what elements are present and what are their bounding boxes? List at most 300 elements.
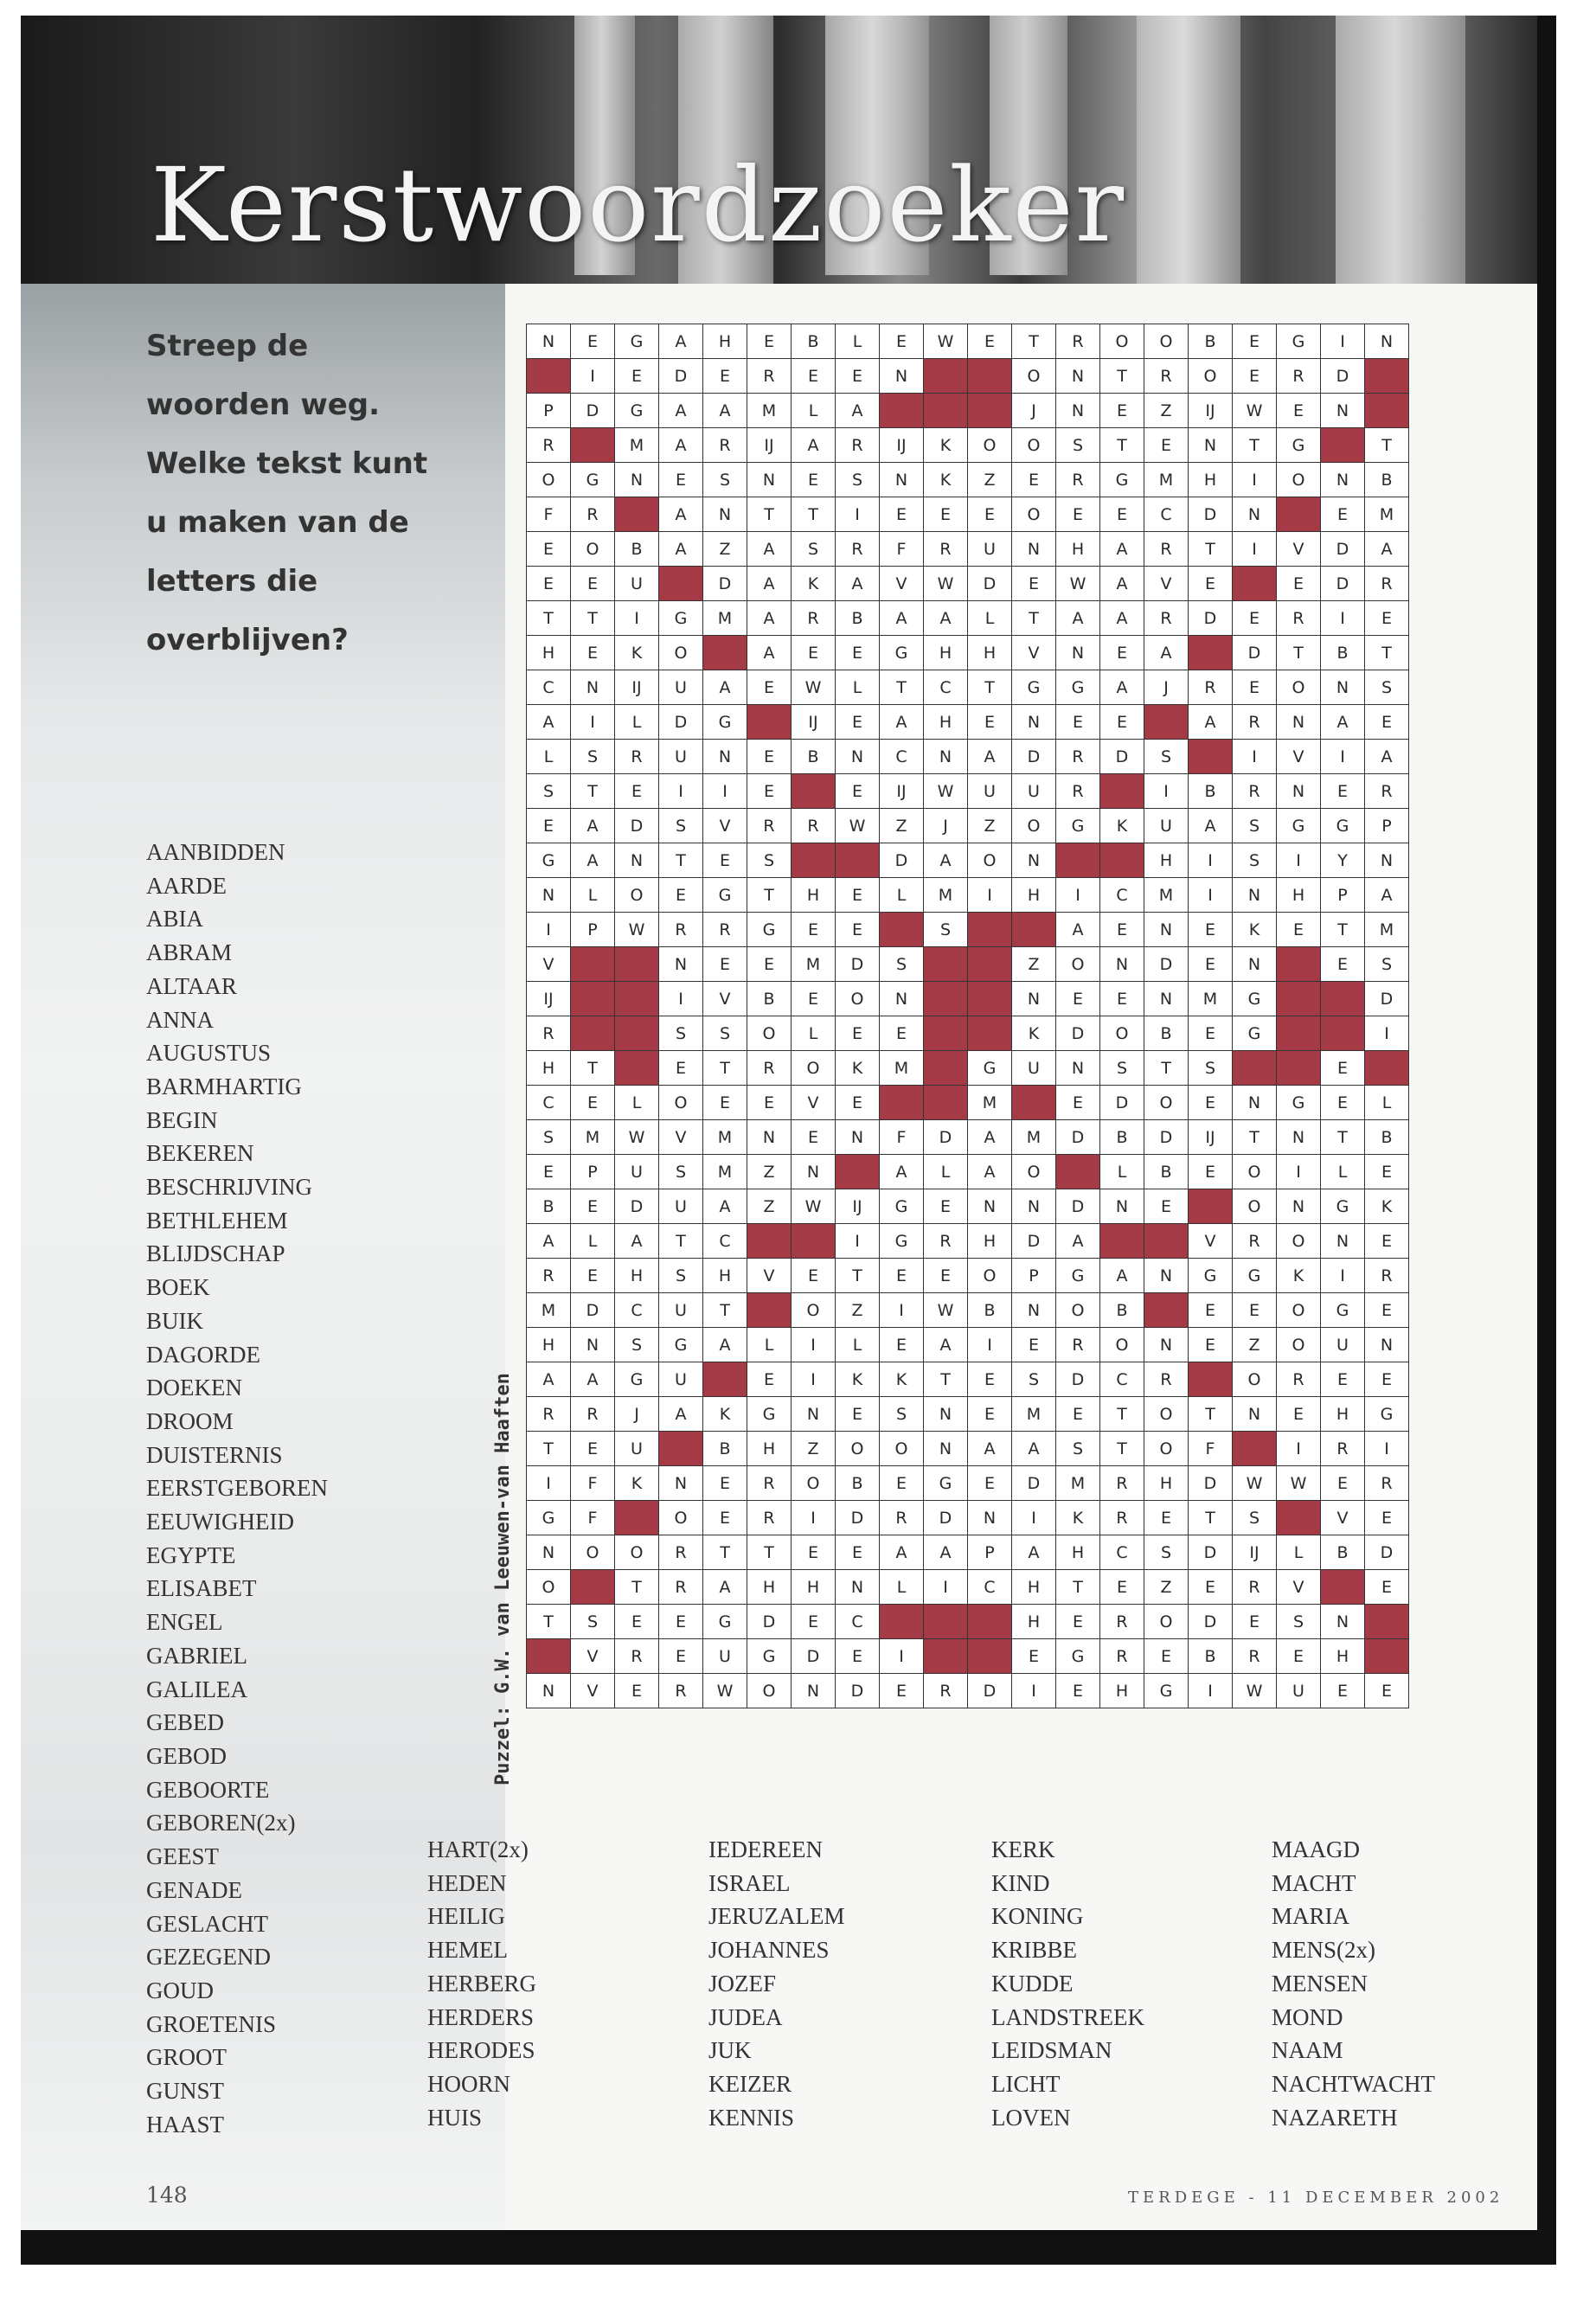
grid-cell: K — [1365, 1189, 1409, 1224]
grid-cell: O — [1277, 670, 1321, 705]
grid-cell: S — [571, 740, 615, 774]
grid-cell: O — [1012, 809, 1056, 843]
grid-cell: N — [1365, 1328, 1409, 1362]
grid-cell: G — [747, 1639, 792, 1674]
grid-cell: G — [615, 394, 659, 428]
grid-cell: A — [659, 428, 703, 463]
grid-cell: E — [1100, 705, 1144, 740]
grid-cell: E — [880, 1328, 924, 1362]
grid-shaded-cell — [747, 1224, 792, 1259]
grid-shaded-cell — [924, 1016, 968, 1051]
grid-cell: D — [1189, 1466, 1233, 1501]
word-list-item: ENGEL — [146, 1609, 223, 1636]
grid-cell: O — [836, 1432, 880, 1466]
word-list-item: NAZARETH — [1272, 2104, 1398, 2131]
grid-cell: C — [836, 1605, 880, 1639]
grid-cell: W — [1233, 1674, 1277, 1708]
grid-cell: E — [792, 359, 836, 394]
grid-cell: O — [1056, 1293, 1100, 1328]
word-list-item: GROOT — [146, 2044, 227, 2071]
grid-cell: T — [792, 497, 836, 532]
grid-cell: E — [836, 878, 880, 913]
grid-cell: I — [571, 359, 615, 394]
grid-cell: D — [1056, 1189, 1100, 1224]
grid-cell: O — [792, 1051, 836, 1086]
grid-cell: M — [1056, 1466, 1100, 1501]
word-list-column-1 — [146, 836, 328, 2141]
grid-cell: D — [659, 705, 703, 740]
grid-cell: O — [1100, 1016, 1144, 1051]
grid-cell: S — [1365, 947, 1409, 982]
grid-cell: U — [615, 1155, 659, 1189]
grid-cell: B — [1100, 1120, 1144, 1155]
grid-cell: N — [1012, 1189, 1056, 1224]
grid-cell: E — [659, 463, 703, 497]
grid-cell: B — [1189, 324, 1233, 359]
grid-cell: E — [1365, 1362, 1409, 1397]
grid-cell: E — [1189, 567, 1233, 601]
grid-cell: S — [1189, 1051, 1233, 1086]
word-list-item: AARDE — [146, 872, 227, 899]
grid-cell: D — [1144, 1120, 1189, 1155]
grid-shaded-cell — [571, 1570, 615, 1605]
word-list-item: BLIJDSCHAP — [146, 1240, 285, 1267]
grid-cell: R — [703, 428, 747, 463]
grid-cell: N — [880, 982, 924, 1016]
grid-shaded-cell — [880, 394, 924, 428]
grid-cell: G — [747, 913, 792, 947]
grid-cell: V — [880, 567, 924, 601]
grid-shaded-cell — [836, 843, 880, 878]
grid-cell: D — [1144, 947, 1189, 982]
grid-cell: G — [703, 1605, 747, 1639]
grid-cell: M — [880, 1051, 924, 1086]
grid-cell: S — [703, 1016, 747, 1051]
grid-cell: IJ — [1189, 1120, 1233, 1155]
grid-cell: N — [792, 1155, 836, 1189]
grid-cell: B — [1365, 463, 1409, 497]
grid-cell: A — [747, 636, 792, 670]
word-list-item: GESLACHT — [146, 1910, 268, 1937]
grid-cell: E — [1056, 1086, 1100, 1120]
grid-cell: G — [1321, 1293, 1365, 1328]
grid-cell: O — [571, 532, 615, 567]
grid-cell: A — [1056, 601, 1100, 636]
grid-cell: E — [1277, 1397, 1321, 1432]
grid-cell: T — [880, 670, 924, 705]
grid-cell: D — [968, 567, 1012, 601]
grid-cell: E — [1365, 601, 1409, 636]
grid-cell: N — [615, 463, 659, 497]
grid-cell: N — [527, 878, 571, 913]
grid-cell: Z — [836, 1293, 880, 1328]
grid-cell: S — [659, 809, 703, 843]
grid-cell: E — [1365, 1570, 1409, 1605]
grid-cell: G — [1144, 1674, 1189, 1708]
grid-cell: S — [659, 1155, 703, 1189]
grid-cell: Z — [880, 809, 924, 843]
grid-cell: N — [792, 1674, 836, 1708]
grid-shaded-cell — [1012, 1086, 1056, 1120]
grid-cell: H — [1012, 878, 1056, 913]
grid-cell: R — [924, 1674, 968, 1708]
grid-shaded-cell — [924, 359, 968, 394]
grid-cell: I — [703, 774, 747, 809]
grid-shaded-cell — [527, 359, 571, 394]
grid-cell: A — [1189, 705, 1233, 740]
grid-cell: I — [1321, 1259, 1365, 1293]
grid-cell: C — [703, 1224, 747, 1259]
grid-cell: A — [968, 1432, 1012, 1466]
grid-cell: N — [1189, 428, 1233, 463]
grid-cell: E — [836, 1016, 880, 1051]
grid-cell: E — [703, 1466, 747, 1501]
grid-cell: I — [1277, 1155, 1321, 1189]
grid-cell: R — [1277, 1362, 1321, 1397]
grid-cell: G — [1056, 670, 1100, 705]
grid-cell: E — [1012, 567, 1056, 601]
grid-cell: E — [1233, 359, 1277, 394]
grid-cell: E — [659, 878, 703, 913]
grid-cell: O — [1277, 463, 1321, 497]
grid-cell: O — [1144, 324, 1189, 359]
grid-shaded-cell — [1144, 1224, 1189, 1259]
grid-cell: I — [659, 774, 703, 809]
word-list-item: MAAGD — [1272, 1836, 1361, 1862]
grid-cell: V — [792, 1086, 836, 1120]
grid-cell: U — [1277, 1674, 1321, 1708]
grid-cell: E — [1233, 601, 1277, 636]
grid-cell: W — [792, 1189, 836, 1224]
word-list-item: GEZEGEND — [146, 1944, 271, 1971]
grid-cell: D — [571, 394, 615, 428]
word-list-item: ABRAM — [146, 939, 233, 966]
grid-cell: O — [1144, 1397, 1189, 1432]
grid-cell: N — [1321, 394, 1365, 428]
grid-cell: A — [836, 394, 880, 428]
grid-cell: T — [527, 601, 571, 636]
grid-cell: T — [571, 774, 615, 809]
word-list-item: KONING — [991, 1903, 1084, 1930]
grid-cell: A — [924, 1328, 968, 1362]
grid-cell: D — [880, 843, 924, 878]
grid-cell: H — [1056, 532, 1100, 567]
grid-cell: K — [924, 463, 968, 497]
grid-cell: E — [836, 1397, 880, 1432]
grid-cell: E — [836, 705, 880, 740]
grid-shaded-cell — [571, 1016, 615, 1051]
grid-cell: J — [1012, 394, 1056, 428]
grid-cell: B — [1189, 1639, 1233, 1674]
grid-cell: R — [1144, 532, 1189, 567]
grid-cell: I — [968, 1328, 1012, 1362]
grid-cell: E — [615, 359, 659, 394]
grid-cell: E — [1365, 1293, 1409, 1328]
word-list-item: BARMHARTIG — [146, 1073, 302, 1099]
grid-cell: R — [1056, 774, 1100, 809]
grid-cell: S — [1144, 1535, 1189, 1570]
grid-cell: N — [1144, 982, 1189, 1016]
grid-cell: M — [1189, 982, 1233, 1016]
grid-cell: O — [1233, 1189, 1277, 1224]
grid-cell: L — [527, 740, 571, 774]
grid-cell: T — [1321, 913, 1365, 947]
grid-cell: A — [571, 843, 615, 878]
grid-cell: O — [1012, 497, 1056, 532]
grid-shaded-cell — [924, 1051, 968, 1086]
grid-cell: T — [747, 497, 792, 532]
grid-cell: L — [747, 1328, 792, 1362]
grid-cell: IJ — [1189, 394, 1233, 428]
grid-cell: R — [659, 913, 703, 947]
grid-cell: A — [747, 601, 792, 636]
grid-cell: E — [747, 1362, 792, 1397]
grid-cell: E — [527, 1155, 571, 1189]
grid-cell: T — [747, 878, 792, 913]
grid-cell: A — [968, 740, 1012, 774]
grid-cell: K — [836, 1362, 880, 1397]
grid-cell: G — [880, 1189, 924, 1224]
grid-cell: A — [659, 394, 703, 428]
grid-cell: R — [615, 740, 659, 774]
grid-cell: R — [747, 1466, 792, 1501]
grid-shaded-cell — [1100, 843, 1144, 878]
grid-cell: V — [571, 1639, 615, 1674]
word-list-item: MARIA — [1272, 1903, 1350, 1930]
grid-cell: A — [615, 1224, 659, 1259]
grid-shaded-cell — [615, 1051, 659, 1086]
grid-cell: V — [527, 947, 571, 982]
grid-cell: M — [703, 1155, 747, 1189]
grid-cell: D — [1100, 1086, 1144, 1120]
grid-cell: A — [1100, 670, 1144, 705]
grid-cell: W — [924, 774, 968, 809]
grid-cell: N — [1144, 1328, 1189, 1362]
grid-cell: S — [1012, 1362, 1056, 1397]
grid-shaded-cell — [836, 1155, 880, 1189]
grid-shaded-cell — [1144, 705, 1189, 740]
grid-cell: S — [571, 1605, 615, 1639]
grid-cell: G — [1365, 1397, 1409, 1432]
grid-shaded-cell — [1365, 1605, 1409, 1639]
grid-cell: A — [1321, 705, 1365, 740]
grid-cell: G — [1056, 1639, 1100, 1674]
grid-cell: N — [968, 1501, 1012, 1535]
grid-cell: R — [1056, 740, 1100, 774]
grid-cell: K — [1100, 809, 1144, 843]
grid-cell: G — [1100, 463, 1144, 497]
grid-cell: T — [1012, 601, 1056, 636]
grid-cell: T — [615, 1570, 659, 1605]
grid-shaded-cell — [571, 947, 615, 982]
grid-cell: E — [1189, 913, 1233, 947]
grid-cell: A — [703, 394, 747, 428]
grid-cell: U — [1012, 774, 1056, 809]
grid-cell: E — [1100, 636, 1144, 670]
word-list-item: HEMEL — [427, 1937, 508, 1964]
word-list-item: EGYPTE — [146, 1541, 236, 1568]
grid-cell: E — [880, 1259, 924, 1293]
grid-cell: U — [659, 1362, 703, 1397]
grid-cell: T — [1365, 428, 1409, 463]
grid-cell: W — [615, 1120, 659, 1155]
grid-cell: M — [924, 878, 968, 913]
word-list-item: HART(2x) — [427, 1836, 529, 1862]
grid-shaded-cell — [1321, 1016, 1365, 1051]
grid-cell: O — [659, 636, 703, 670]
grid-cell: N — [1321, 1224, 1365, 1259]
word-list-item: MOND — [1272, 2003, 1343, 2030]
grid-cell: A — [1365, 532, 1409, 567]
grid-cell: D — [1056, 1016, 1100, 1051]
grid-shaded-cell — [1365, 1639, 1409, 1674]
grid-cell: E — [1277, 394, 1321, 428]
grid-shaded-cell — [924, 1639, 968, 1674]
grid-cell: E — [1100, 913, 1144, 947]
grid-cell: T — [1277, 636, 1321, 670]
grid-cell: L — [924, 1155, 968, 1189]
grid-cell: R — [615, 1639, 659, 1674]
grid-cell: I — [836, 497, 880, 532]
grid-cell: N — [527, 324, 571, 359]
word-list-item: JUDEA — [708, 2003, 783, 2030]
grid-cell: E — [836, 636, 880, 670]
grid-cell: U — [659, 1189, 703, 1224]
grid-cell: P — [1365, 809, 1409, 843]
grid-cell: N — [703, 740, 747, 774]
grid-cell: A — [880, 1155, 924, 1189]
grid-cell: R — [571, 1397, 615, 1432]
word-search-grid — [526, 324, 1409, 1708]
grid-cell: E — [836, 1639, 880, 1674]
grid-cell: A — [1100, 567, 1144, 601]
grid-cell: D — [1056, 1362, 1100, 1397]
grid-cell: A — [747, 567, 792, 601]
grid-cell: E — [1321, 774, 1365, 809]
grid-cell: G — [527, 1501, 571, 1535]
grid-cell: B — [1144, 1155, 1189, 1189]
grid-cell: E — [1321, 1674, 1365, 1708]
grid-cell: H — [792, 1570, 836, 1605]
grid-cell: B — [747, 982, 792, 1016]
grid-cell: A — [1365, 878, 1409, 913]
grid-cell: I — [1233, 740, 1277, 774]
grid-cell: N — [1233, 497, 1277, 532]
grid-cell: M — [747, 394, 792, 428]
grid-shaded-cell — [703, 1362, 747, 1397]
grid-cell: D — [968, 1674, 1012, 1708]
grid-cell: P — [571, 913, 615, 947]
grid-cell: V — [747, 1259, 792, 1293]
grid-cell: M — [1012, 1397, 1056, 1432]
grid-cell: U — [615, 567, 659, 601]
grid-shaded-cell — [1189, 1189, 1233, 1224]
grid-cell: R — [747, 1051, 792, 1086]
grid-cell: E — [924, 1189, 968, 1224]
grid-cell: A — [1012, 1535, 1056, 1570]
grid-shaded-cell — [968, 913, 1012, 947]
grid-cell: G — [1012, 670, 1056, 705]
grid-cell: E — [880, 1466, 924, 1501]
grid-cell: N — [1012, 982, 1056, 1016]
grid-shaded-cell — [1277, 947, 1321, 982]
grid-cell: K — [703, 1397, 747, 1432]
grid-cell: E — [571, 567, 615, 601]
grid-cell: R — [1189, 670, 1233, 705]
grid-cell: D — [1189, 1535, 1233, 1570]
grid-cell: R — [1056, 324, 1100, 359]
grid-cell: E — [747, 774, 792, 809]
grid-cell: J — [1144, 670, 1189, 705]
grid-cell: B — [1321, 636, 1365, 670]
grid-cell: O — [1100, 1328, 1144, 1362]
grid-cell: S — [1056, 1432, 1100, 1466]
grid-cell: H — [1100, 1674, 1144, 1708]
grid-shaded-cell — [1189, 740, 1233, 774]
grid-cell: C — [615, 1293, 659, 1328]
grid-cell: N — [615, 843, 659, 878]
grid-cell: E — [880, 1674, 924, 1708]
grid-shaded-cell — [968, 1605, 1012, 1639]
grid-cell: M — [703, 1120, 747, 1155]
grid-cell: E — [747, 1086, 792, 1120]
grid-shaded-cell — [1144, 1293, 1189, 1328]
grid-cell: E — [659, 1605, 703, 1639]
grid-cell: W — [615, 913, 659, 947]
grid-cell: H — [792, 878, 836, 913]
grid-cell: C — [527, 1086, 571, 1120]
grid-cell: G — [527, 843, 571, 878]
grid-cell: O — [836, 982, 880, 1016]
grid-cell: D — [924, 1120, 968, 1155]
grid-cell: D — [615, 809, 659, 843]
grid-cell: R — [1365, 1259, 1409, 1293]
grid-cell: B — [968, 1293, 1012, 1328]
grid-shaded-cell — [1277, 1501, 1321, 1535]
grid-cell: K — [1012, 1016, 1056, 1051]
grid-cell: D — [659, 359, 703, 394]
grid-cell: U — [1321, 1328, 1365, 1362]
grid-cell: Z — [1144, 394, 1189, 428]
grid-shaded-cell — [615, 497, 659, 532]
grid-cell: N — [703, 497, 747, 532]
grid-cell: E — [1012, 1328, 1056, 1362]
grid-cell: K — [836, 1051, 880, 1086]
word-list-item: JOZEF — [708, 1970, 777, 1997]
grid-cell: I — [880, 1293, 924, 1328]
grid-cell: C — [1100, 1362, 1144, 1397]
grid-cell: M — [615, 428, 659, 463]
grid-cell: A — [703, 1189, 747, 1224]
grid-cell: K — [615, 1466, 659, 1501]
grid-cell: T — [1056, 1570, 1100, 1605]
grid-cell: N — [747, 463, 792, 497]
grid-shaded-cell — [924, 947, 968, 982]
grid-shaded-cell — [792, 1224, 836, 1259]
grid-cell: D — [747, 1605, 792, 1639]
grid-cell: T — [968, 670, 1012, 705]
grid-cell: Z — [968, 463, 1012, 497]
grid-cell: E — [1189, 947, 1233, 982]
grid-cell: A — [571, 1362, 615, 1397]
grid-cell: Z — [1233, 1328, 1277, 1362]
grid-cell: R — [527, 428, 571, 463]
grid-cell: H — [1189, 463, 1233, 497]
grid-cell: J — [924, 809, 968, 843]
grid-cell: V — [571, 1674, 615, 1708]
grid-shaded-cell — [703, 636, 747, 670]
grid-cell: O — [527, 1570, 571, 1605]
